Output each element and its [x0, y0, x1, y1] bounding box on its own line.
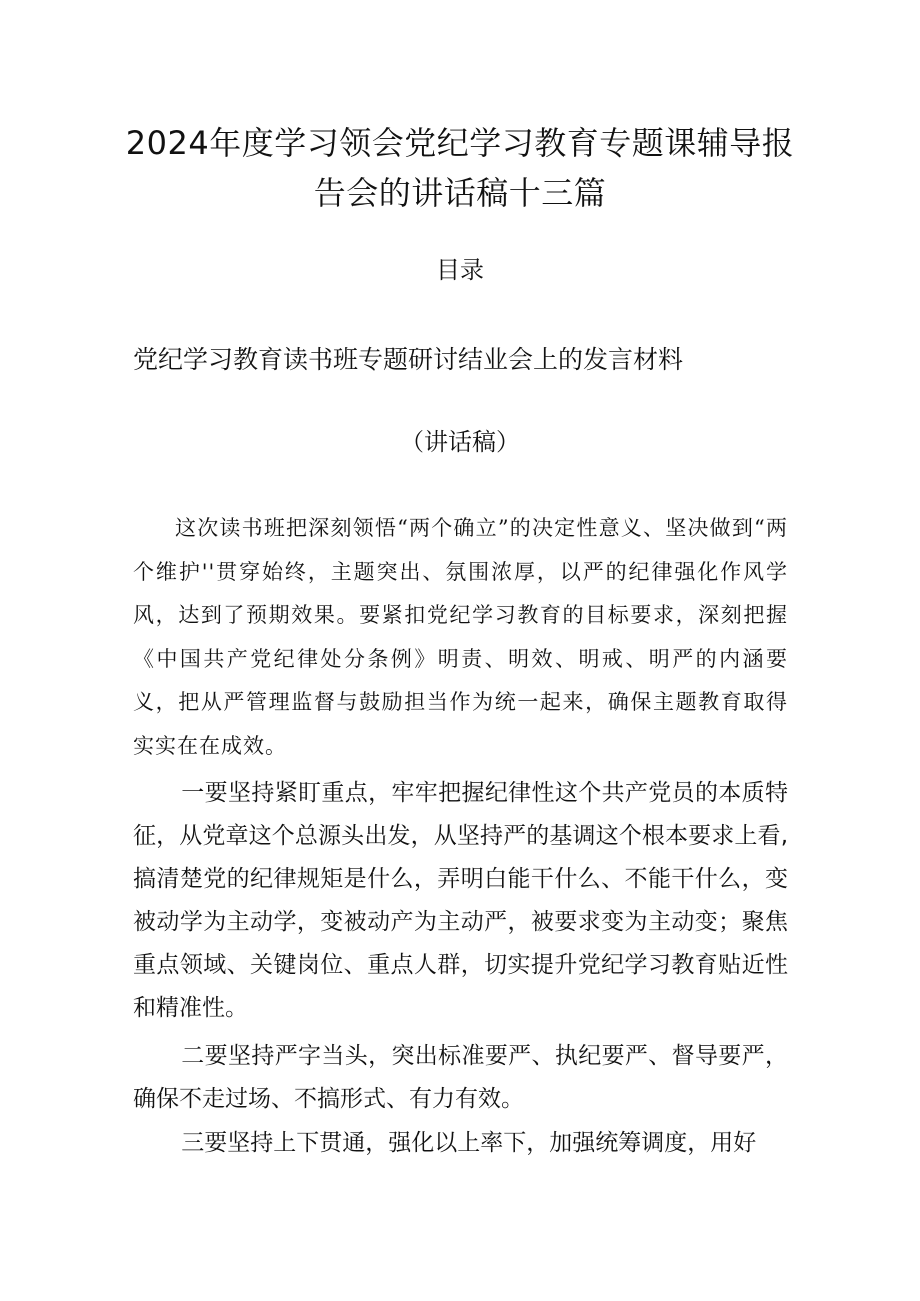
table-of-contents-label: 目录 [436, 256, 484, 284]
speech-tag: （讲话稿） [400, 428, 520, 456]
body-paragraph: 二要坚持严字当头，突出标准要严、执纪要严、督导要严，确保不走过场、不搞形式、有力有效。 [133, 1043, 788, 1112]
intro-paragraph: 这次读书班把深刻领悟“两个确立”的决定性意义、坚决做到“两个维护''贯穿始终，主题突出、氛围浓厚，以严的纪律强化作风学风，达到了预期效果。要紧扣党纪学习教育的目标要求，深刻把握《中国共产党纪律处分条例》明责、明效、明戒、明严的内涵要义，把从严管理监督与鼓励担当作为统一起来，确保主题教育取得实实在在成效。 [133, 516, 788, 758]
body-paragraph: 一要坚持紧盯重点，牢牢把握纪律性这个共产党员的本质特征，从党章这个总源头出发，从坚持严的基调这个根本要求上看,搞清楚党的纪律规矩是什么，弄明白能干什么、不能干什么，变被动学为主动学，变被动产为主动严，被要求变为主动变；聚焦重点领域、关键岗位、重点人群，切实提升党纪学习教育贴近性和精准性。 [133, 780, 788, 1021]
document-title: 2024年度学习领会党纪学习教育专题课辅导报告会的讲话稿十三篇 [125, 124, 795, 212]
section-title: 党纪学习教育读书班专题研讨结业会上的发言材料 [133, 345, 684, 374]
body-paragraph: 三要坚持上下贯通，强化以上率下，加强统筹调度，用好 [181, 1130, 757, 1156]
